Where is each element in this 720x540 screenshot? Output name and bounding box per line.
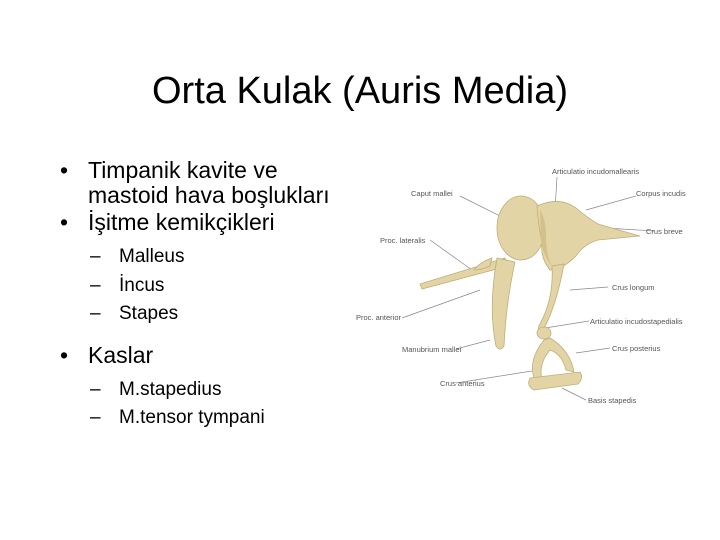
label-proc-anterior: Proc. anterior (356, 313, 402, 322)
leader-line (402, 290, 480, 318)
leader-line (586, 196, 636, 210)
bullet-item (60, 343, 350, 368)
sub-item (68, 376, 350, 405)
bullet-text: Timpanik kavite ve mastoid hava boşlukları (88, 157, 330, 208)
label-proc-lateralis: Proc. lateralis (380, 236, 426, 245)
stapes-bone (529, 338, 582, 390)
incus-lenticular-process (537, 327, 551, 339)
bullet-glyph: • (60, 157, 69, 183)
sub-item-text: İncus (119, 274, 165, 296)
bullet-text: Kaslar (88, 341, 154, 368)
malleus-manubrium (492, 258, 515, 349)
malleus-bone (420, 196, 545, 349)
bullet-glyph: • (60, 209, 69, 235)
leader-line (576, 348, 610, 353)
sub-list (68, 376, 350, 433)
label-corpus-incudis: Corpus incudis (636, 189, 686, 198)
incus-body (537, 201, 640, 270)
bullet-list (60, 158, 350, 433)
bullet-item (60, 210, 350, 235)
leader-line (430, 240, 472, 270)
page-title: Orta Kulak (Auris Media) (151, 70, 568, 112)
dash-glyph: – (90, 246, 101, 267)
label-caput-mallei: Caput mallei (411, 189, 453, 198)
sub-item (68, 243, 350, 272)
sub-item (68, 404, 350, 433)
leader-line (570, 287, 608, 290)
label-articulatio-incudomallearis: Articulatio incudomallearis (552, 167, 640, 176)
label-basis-stapedis: Basis stapedis (588, 396, 637, 405)
label-crus-breve: Crus breve (646, 227, 683, 236)
leader-line (562, 388, 586, 400)
sub-item-text: Malleus (119, 246, 185, 267)
sub-item-text: Stapes (119, 303, 179, 324)
sub-item-text: M.stapedius (119, 378, 222, 400)
label-crus-anterius: Crus anterius (440, 379, 485, 388)
dash-glyph: – (90, 407, 101, 428)
dash-glyph: – (90, 303, 101, 324)
label-crus-posterius: Crus posterius (612, 344, 661, 353)
ossicles-svg (340, 158, 720, 420)
sub-item-text: M.tensor tympani (119, 407, 265, 428)
bullet-glyph: • (60, 341, 69, 368)
label-articulatio-incudostapedialis: Articulatio incudostapedialis (590, 317, 683, 326)
bullet-item (60, 158, 350, 208)
label-crus-longum: Crus longum (612, 283, 655, 292)
sub-item (68, 300, 350, 329)
dash-glyph: – (90, 378, 101, 400)
dash-glyph: – (90, 274, 101, 296)
leader-line (545, 321, 589, 328)
bullet-text: İşitme kemikçikleri (88, 209, 275, 235)
ossicles-illustration (340, 158, 720, 420)
label-manubrium-mallei: Manubrium mallei (402, 345, 462, 354)
incus-long-crus (538, 264, 564, 332)
sub-item (68, 272, 350, 301)
sub-list (68, 243, 350, 329)
